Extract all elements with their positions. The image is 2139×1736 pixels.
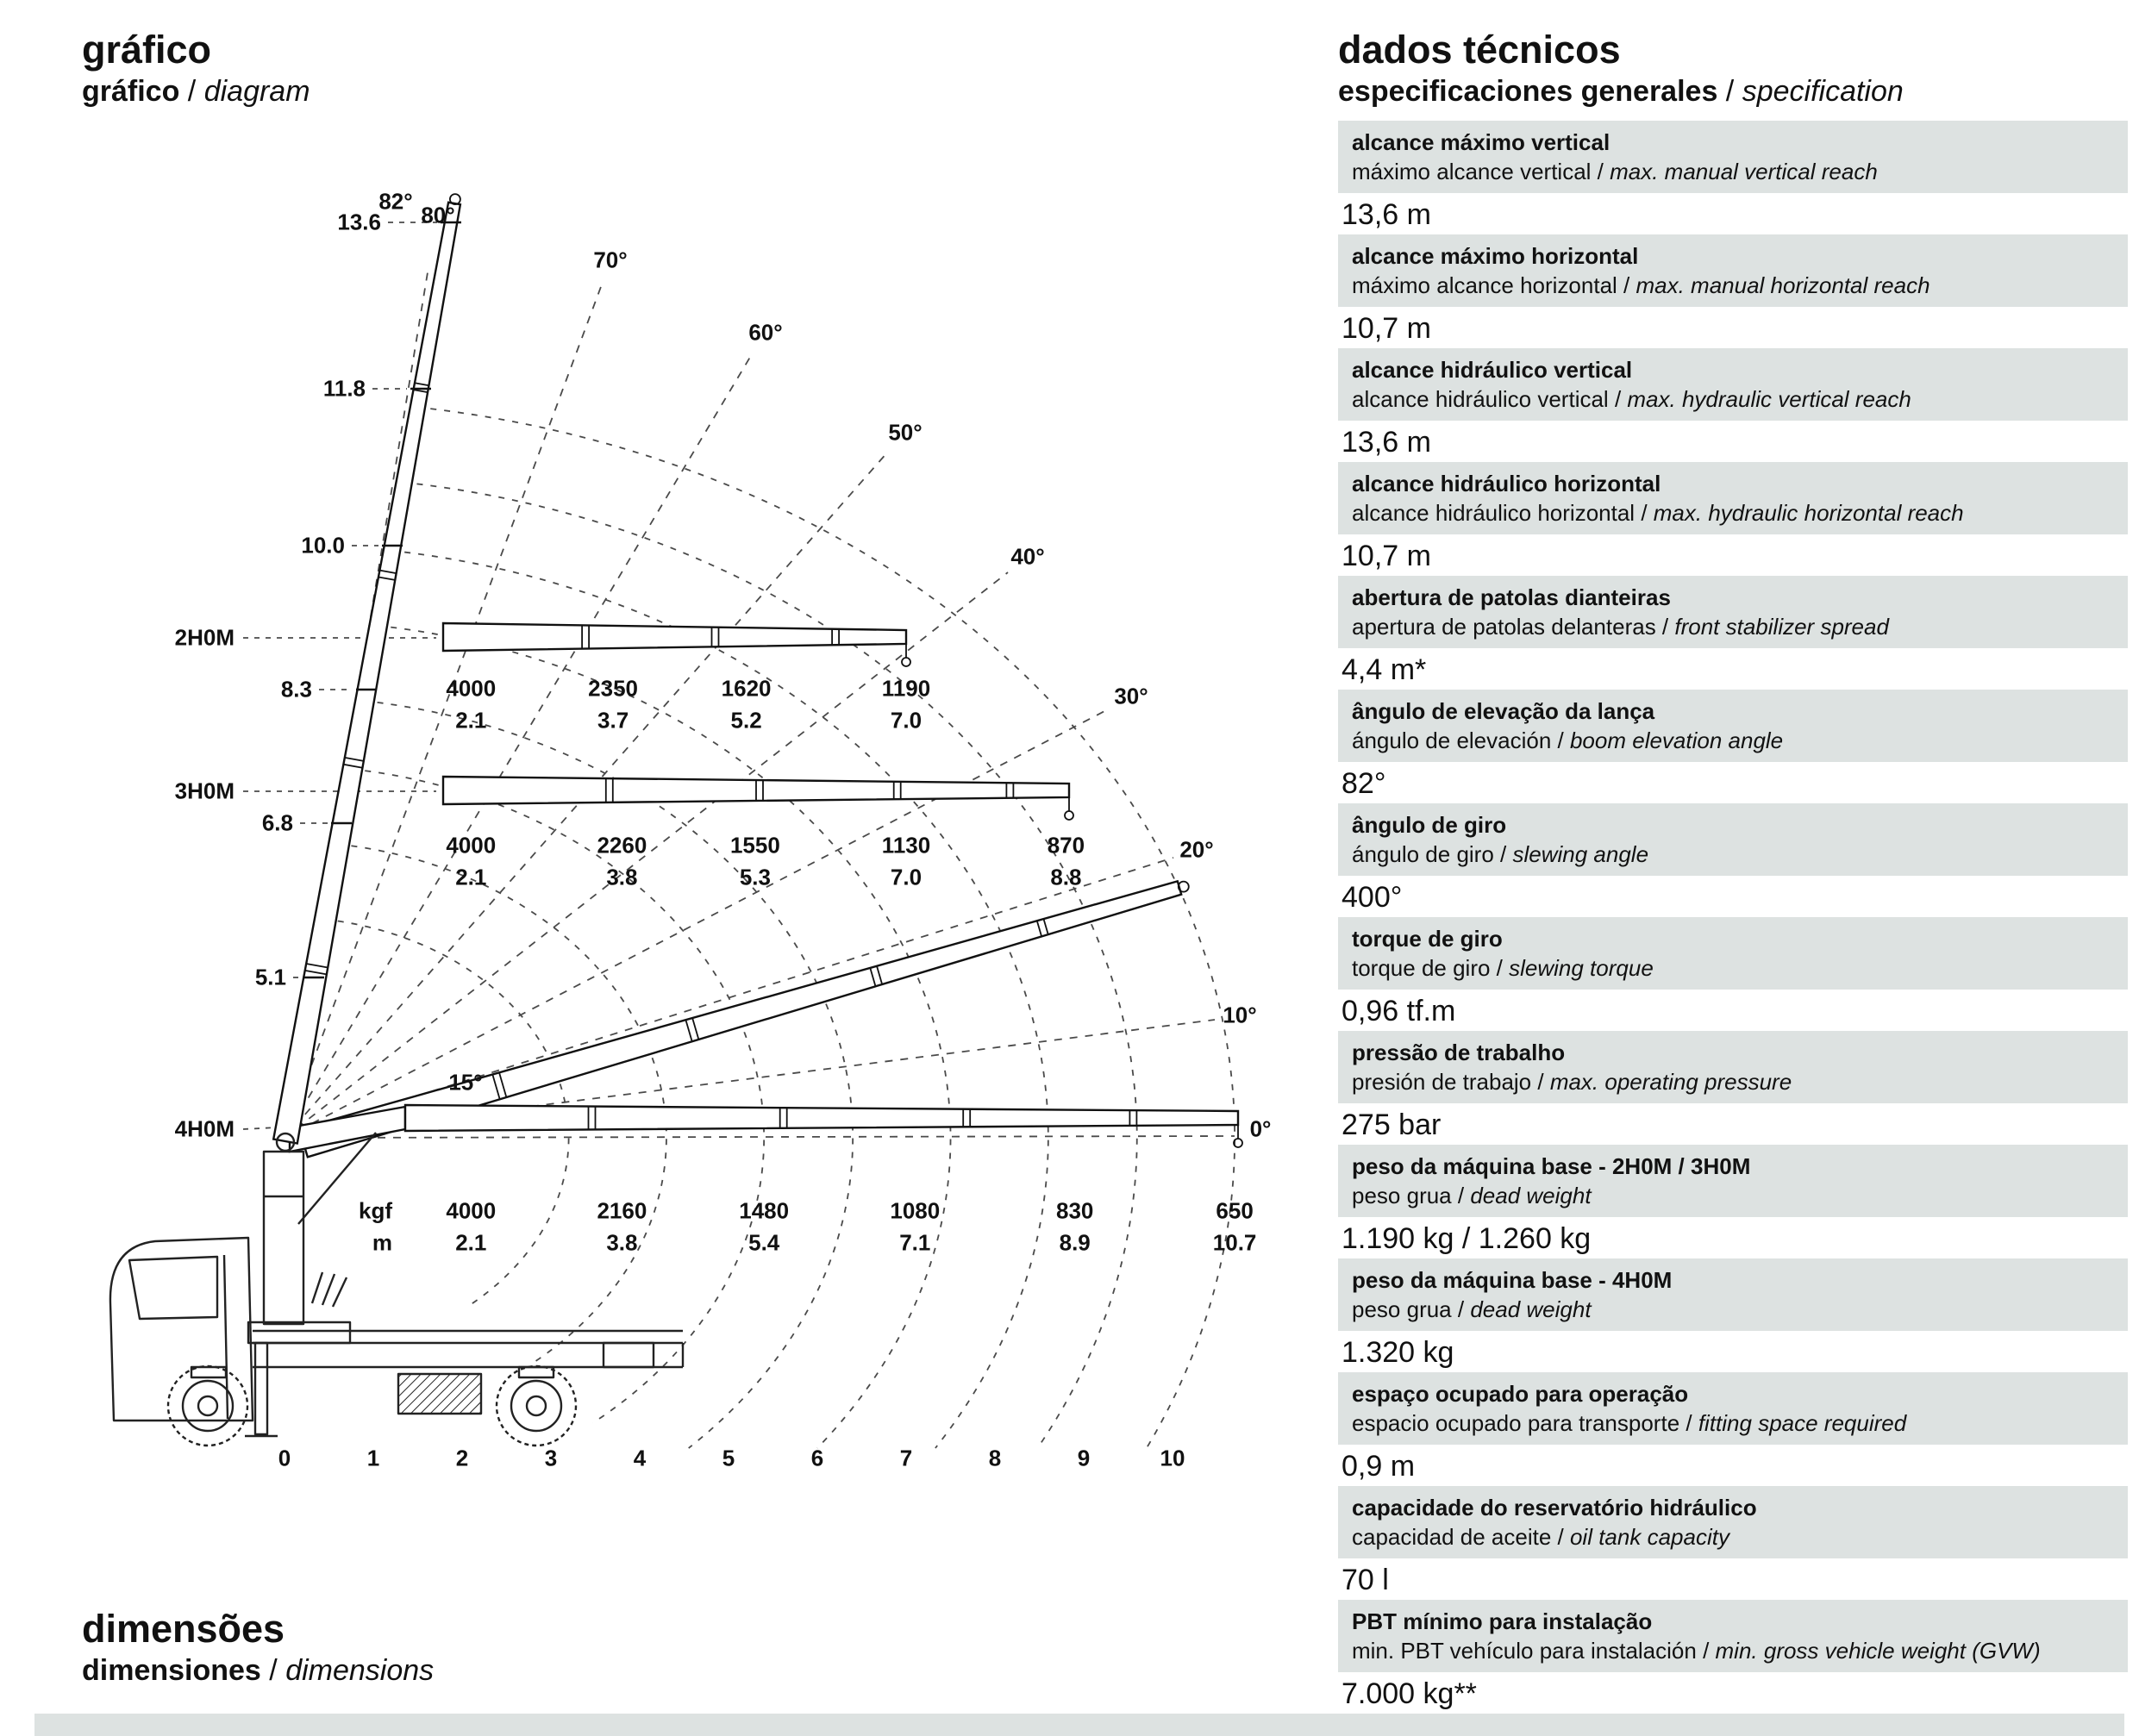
x-axis-tick-label: 8 (988, 1445, 1002, 1471)
spec-value: 7.000 kg** (1342, 1677, 1477, 1711)
boom-angle-label: 10° (1223, 1002, 1257, 1028)
load-reach-value: 7.0 (890, 707, 923, 734)
spec-row (1338, 121, 2128, 234)
spec-value: 0,96 tf.m (1342, 995, 1456, 1028)
x-axis-tick-label: 1 (366, 1445, 380, 1471)
spec-row-header (1338, 1600, 2128, 1672)
spec-label-sep: / (1655, 614, 1675, 640)
spec-row-header (1338, 690, 2128, 762)
spec-label-pt: alcance máximo vertical (1352, 129, 1611, 156)
spec-label-en: front stabilizer spread (1674, 614, 1889, 640)
spec-label-es: ángulo de elevación (1352, 727, 1552, 754)
x-axis-tick-label: 9 (1077, 1445, 1091, 1471)
load-reach-value: 7.0 (890, 864, 923, 890)
diagram-subtitle-en: diagram (203, 75, 310, 109)
load-capacity-value: 830 (1055, 1197, 1094, 1224)
spec-label-en: max. manual vertical reach (1610, 159, 1878, 185)
spec-label-es: alcance hidráulico horizontal (1352, 500, 1636, 527)
spec-label-sep: / (1679, 1410, 1698, 1437)
dimensions-subtitle (82, 1654, 434, 1688)
spec-label-es: capacidad de aceite (1352, 1524, 1552, 1551)
specs-list (1338, 121, 2128, 1714)
specs-subtitle-sep: / (1717, 75, 1742, 109)
spec-label-en: fitting space required (1698, 1410, 1907, 1437)
specs-panel (1338, 29, 2128, 1714)
dimensions-subtitle-sep: / (260, 1654, 286, 1688)
spec-label-es: alcance hidráulico vertical (1352, 386, 1609, 413)
spec-label-sep: / (1451, 1296, 1471, 1323)
boom-angle-label: 15° (448, 1069, 483, 1096)
boom-angle-label: 60° (748, 319, 783, 346)
spec-label-en: max. operating pressure (1549, 1069, 1792, 1096)
spec-row (1338, 348, 2128, 462)
diagram-title-pt: gráfico (82, 28, 212, 72)
spec-row (1338, 1031, 2128, 1145)
boom-version-label: 4H0M (174, 1115, 235, 1142)
spec-label-es: máximo alcance horizontal (1352, 272, 1617, 299)
spec-row (1338, 1372, 2128, 1486)
spec-label-sep: / (1451, 1183, 1471, 1209)
x-axis-tick-label: 2 (455, 1445, 469, 1471)
load-reach-value: 5.2 (730, 707, 762, 734)
vertical-reach-label: 6.8 (261, 809, 293, 836)
spec-label-translations (1352, 1522, 2114, 1552)
spec-row (1338, 690, 2128, 803)
load-reach-value: 2.1 (455, 1229, 487, 1256)
spec-row-header (1338, 1258, 2128, 1331)
vertical-reach-label: 5.1 (254, 964, 286, 990)
spec-value: 1.190 kg / 1.260 kg (1342, 1222, 1592, 1256)
load-capacity-value: 1480 (739, 1197, 790, 1224)
vertical-reach-label: 10.0 (301, 532, 345, 559)
boom-angle-label: 0° (1249, 1115, 1272, 1142)
spec-label-en: dead weight (1470, 1183, 1592, 1209)
spec-label-pt: peso da máquina base - 4H0M (1352, 1267, 1673, 1294)
spec-row (1338, 917, 2128, 1031)
load-capacity-value: 650 (1216, 1197, 1254, 1224)
spec-label-en: max. hydraulic horizontal reach (1653, 500, 1964, 527)
spec-label-es: min. PBT vehículo para instalación (1352, 1638, 1697, 1664)
spec-label-translations (1352, 726, 2114, 755)
spec-row-header (1338, 1145, 2128, 1217)
vertical-reach-label: 11.8 (322, 375, 366, 402)
spec-label-sep: / (1608, 386, 1628, 413)
diagram-subtitle (82, 75, 310, 109)
spec-label-es: espacio ocupado para transporte (1352, 1410, 1680, 1437)
load-reach-value: 3.8 (606, 864, 638, 890)
spec-value: 13,6 m (1342, 198, 1431, 232)
spec-label-translations (1352, 384, 2114, 414)
spec-label-pt: ângulo de elevação da lança (1352, 698, 1655, 725)
specs-title: dados técnicos (1338, 28, 1621, 72)
spec-label-translations (1352, 1408, 2114, 1438)
dimensions-subtitle-es: dimensiones (82, 1654, 261, 1688)
load-reach-value: 3.7 (597, 707, 629, 734)
load-reach-value: 2.1 (455, 864, 487, 890)
load-reach-value: 10.7 (1212, 1229, 1257, 1256)
load-reach-value: 5.3 (739, 864, 771, 890)
spec-label-translations (1352, 1181, 2114, 1210)
spec-label-pt: ângulo de giro (1352, 812, 1507, 839)
boom-angle-label: 30° (1114, 683, 1148, 709)
boom-angle-label: 70° (593, 247, 628, 273)
spec-row-header (1338, 348, 2128, 421)
spec-label-en: slewing torque (1509, 955, 1654, 982)
spec-label-pt: pressão de trabalho (1352, 1040, 1566, 1066)
load-capacity-value: 2350 (588, 675, 639, 702)
spec-label-sep: / (1617, 272, 1636, 299)
spec-label-es: ángulo de giro (1352, 841, 1494, 868)
x-axis-tick-label: 6 (810, 1445, 824, 1471)
load-capacity-value: 2160 (597, 1197, 647, 1224)
spec-value: 4,4 m* (1342, 653, 1427, 687)
spec-value: 82° (1342, 767, 1386, 801)
dimensions-subtitle-en: dimensions (285, 1654, 435, 1688)
boom-angle-label: 82° (378, 188, 413, 215)
spec-label-en: max. manual horizontal reach (1636, 272, 1930, 299)
spec-label-translations (1352, 157, 2114, 186)
spec-label-pt: PBT mínimo para instalação (1352, 1608, 1653, 1635)
spec-row-header (1338, 576, 2128, 648)
spec-label-en: min. gross vehicle weight (GVW) (1715, 1638, 2041, 1664)
spec-row (1338, 234, 2128, 348)
spec-label-pt: alcance hidráulico vertical (1352, 357, 1633, 384)
dimensions-table-cutoff (34, 1714, 2124, 1736)
spec-value: 0,9 m (1342, 1450, 1416, 1483)
boom-angle-label: 50° (888, 419, 923, 446)
spec-label-translations (1352, 612, 2114, 641)
spec-row (1338, 462, 2128, 576)
x-axis-tick-label: 4 (633, 1445, 647, 1471)
load-capacity-value: 1080 (890, 1197, 941, 1224)
boom-version-label: 2H0M (174, 624, 235, 651)
spec-label-pt: alcance máximo horizontal (1352, 243, 1639, 270)
spec-row-header (1338, 1486, 2128, 1558)
spec-label-translations (1352, 953, 2114, 983)
spec-value: 10,7 m (1342, 540, 1431, 573)
spec-label-pt: peso da máquina base - 2H0M / 3H0M (1352, 1153, 1751, 1180)
load-unit-label: kgf (359, 1197, 392, 1224)
vertical-reach-label: 8.3 (280, 676, 312, 703)
spec-value: 70 l (1342, 1564, 1389, 1597)
diagram-section-header (82, 29, 310, 109)
spec-label-en: slewing angle (1512, 841, 1649, 868)
spec-label-sep: / (1591, 159, 1611, 185)
x-axis-tick-label: 3 (544, 1445, 558, 1471)
spec-row-header (1338, 917, 2128, 990)
load-capacity-value: 1130 (881, 832, 931, 859)
spec-label-sep: / (1551, 727, 1570, 754)
load-capacity-value: 4000 (446, 832, 497, 859)
spec-label-pt: abertura de patolas dianteiras (1352, 584, 1671, 611)
specs-subtitle-en: specification (1742, 75, 1904, 109)
specs-subtitle (1338, 75, 2128, 109)
load-reach-value: 8.9 (1059, 1229, 1091, 1256)
spec-label-es: peso grua (1352, 1183, 1452, 1209)
spec-label-sep: / (1696, 1638, 1716, 1664)
load-capacity-value: 2260 (597, 832, 647, 859)
spec-label-translations (1352, 498, 2114, 528)
spec-label-pt: espaço ocupado para operação (1352, 1381, 1689, 1408)
boom-version-label: 3H0M (174, 777, 235, 804)
spec-value: 275 bar (1342, 1108, 1442, 1142)
spec-row (1338, 576, 2128, 690)
load-capacity-value: 4000 (446, 1197, 497, 1224)
spec-row-header (1338, 462, 2128, 534)
spec-label-en: max. hydraulic vertical reach (1627, 386, 1911, 413)
load-reach-value: 2.1 (455, 707, 487, 734)
spec-row (1338, 1600, 2128, 1714)
spec-value: 10,7 m (1342, 312, 1431, 346)
spec-label-pt: torque de giro (1352, 926, 1503, 952)
spec-label-sep: / (1531, 1069, 1550, 1096)
x-axis-tick-label: 7 (899, 1445, 913, 1471)
boom-angle-label: 20° (1179, 836, 1214, 863)
x-axis-tick-label: 0 (278, 1445, 291, 1471)
spec-row-header (1338, 121, 2128, 193)
spec-label-es: torque de giro (1352, 955, 1491, 982)
spec-label-es: apertura de patolas delanteras (1352, 614, 1656, 640)
spec-row (1338, 1486, 2128, 1600)
spec-value: 1.320 kg (1342, 1336, 1454, 1370)
spec-row (1338, 803, 2128, 917)
spec-label-translations (1352, 1067, 2114, 1096)
x-axis-tick-label: 10 (1160, 1445, 1185, 1471)
dimensions-title-pt: dimensões (82, 1607, 285, 1651)
spec-row-header (1338, 1372, 2128, 1445)
spec-label-en: dead weight (1470, 1296, 1592, 1323)
load-reach-value: 8.8 (1050, 864, 1082, 890)
load-capacity-value: 1550 (729, 832, 780, 859)
boom-angle-label: 40° (1010, 543, 1045, 570)
spec-label-en: boom elevation angle (1569, 727, 1784, 754)
boom-angle-label: 80° (421, 202, 455, 228)
reach-unit-label: m (372, 1229, 392, 1256)
load-reach-value: 5.4 (748, 1229, 780, 1256)
spec-label-pt: alcance hidráulico horizontal (1352, 471, 1661, 497)
x-axis-tick-label: 5 (722, 1445, 735, 1471)
load-capacity-value: 870 (1047, 832, 1085, 859)
spec-row (1338, 1145, 2128, 1258)
load-capacity-value: 1190 (881, 675, 931, 702)
spec-label-es: peso grua (1352, 1296, 1452, 1323)
spec-label-sep: / (1551, 1524, 1570, 1551)
vertical-reach-label: 13.6 (337, 209, 381, 235)
spec-label-es: presión de trabajo (1352, 1069, 1532, 1096)
spec-label-en: oil tank capacity (1569, 1524, 1729, 1551)
spec-row-header (1338, 803, 2128, 876)
spec-row-header (1338, 234, 2128, 307)
spec-label-sep: / (1493, 841, 1513, 868)
specs-subtitle-es: especificaciones generales (1338, 75, 1718, 109)
spec-label-sep: / (1635, 500, 1654, 527)
spec-value: 13,6 m (1342, 426, 1431, 459)
spec-label-translations (1352, 840, 2114, 869)
spec-label-translations (1352, 1295, 2114, 1324)
load-capacity-value: 1620 (721, 675, 772, 702)
load-reach-value: 3.8 (606, 1229, 638, 1256)
spec-label-translations (1352, 271, 2114, 300)
load-capacity-value: 4000 (446, 675, 497, 702)
spec-label-pt: capacidade do reservatório hidráulico (1352, 1495, 1757, 1521)
spec-row (1338, 1258, 2128, 1372)
diagram-subtitle-sep: / (179, 75, 204, 109)
spec-label-sep: / (1490, 955, 1510, 982)
diagram-subtitle-es: gráfico (82, 75, 180, 109)
load-reach-value: 7.1 (899, 1229, 931, 1256)
spec-label-es: máximo alcance vertical (1352, 159, 1592, 185)
spec-value: 400° (1342, 881, 1403, 915)
dimensions-section-header (82, 1608, 434, 1688)
spec-label-translations (1352, 1636, 2114, 1665)
spec-row-header (1338, 1031, 2128, 1103)
